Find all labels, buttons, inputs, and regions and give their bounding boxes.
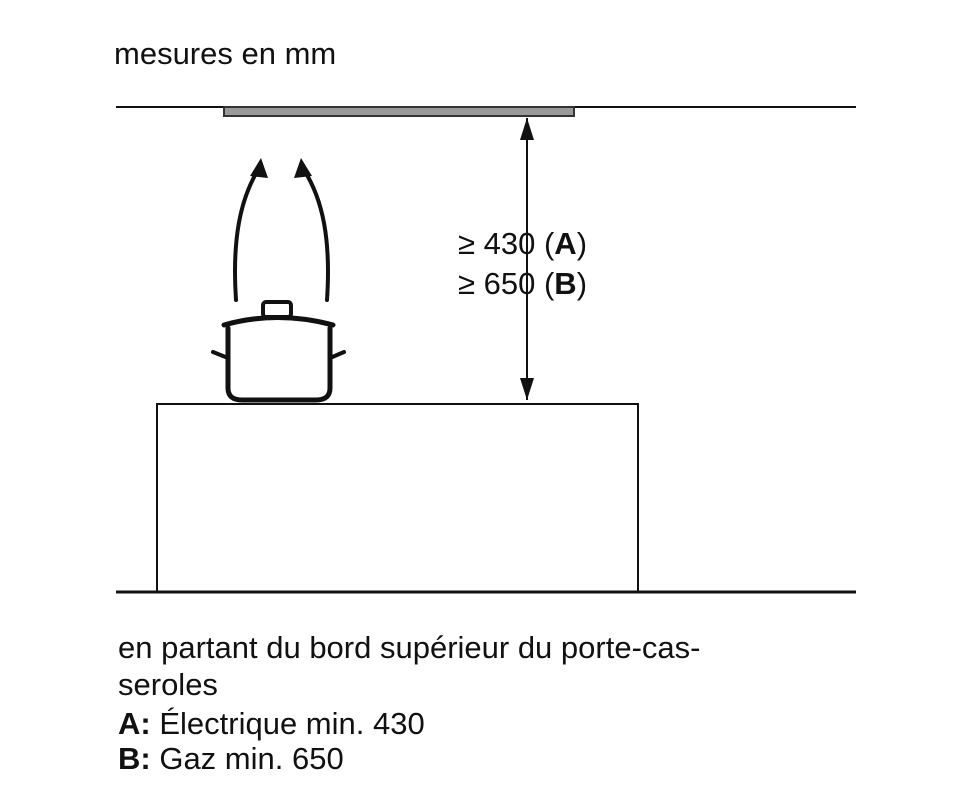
steam-arrows-icon xyxy=(235,170,328,300)
dimension-b-prefix: ≥ 650 ( xyxy=(458,266,555,301)
legend-a-text: Électrique min. 430 xyxy=(150,706,425,741)
dimension-a-prefix: ≥ 430 ( xyxy=(458,226,555,261)
legend-b-key: B: xyxy=(118,741,151,776)
note-line-1: en partant du bord supérieur du porte-cas- xyxy=(118,630,701,665)
cooking-pot-icon xyxy=(213,302,344,400)
legend-item-a xyxy=(118,708,425,739)
dimension-a-letter: A xyxy=(554,226,577,261)
legend-item-b xyxy=(118,743,344,774)
cooktop-cabinet xyxy=(157,404,638,592)
note-line-2: seroles xyxy=(118,667,218,702)
dimension-a-suffix: ) xyxy=(576,226,588,261)
dimension-label-b xyxy=(458,268,587,299)
dimension-b-letter: B xyxy=(554,266,577,301)
dimension-label-a xyxy=(458,228,587,259)
units-label: mesures en mm xyxy=(114,36,337,71)
dimension-b-suffix: ) xyxy=(576,266,588,301)
legend-a-key: A: xyxy=(118,706,151,741)
hood-panel xyxy=(224,107,574,116)
steam-arrowhead-right xyxy=(294,158,312,178)
legend-b-text: Gaz min. 650 xyxy=(150,741,344,776)
steam-arrowhead-left xyxy=(250,158,268,178)
